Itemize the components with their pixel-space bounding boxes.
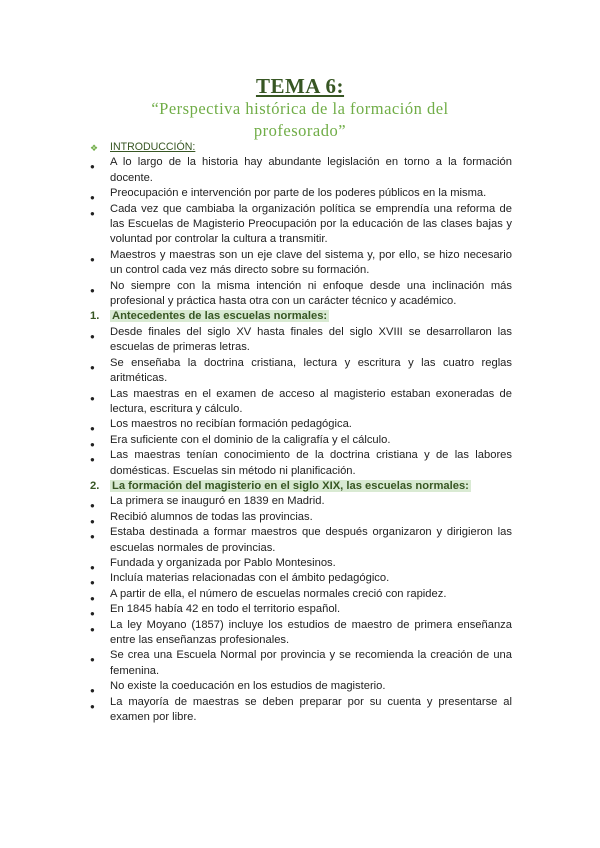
list-item [88, 202, 512, 248]
list-item [88, 387, 512, 418]
list-item [88, 325, 512, 356]
list-item-text: Los maestros no recibían formación pedagógica. [110, 418, 352, 431]
bullet-dot-icon: ● [90, 285, 95, 295]
section-2-title: La formación del magisterio en el siglo XIX, las escuelas normales: [112, 479, 469, 492]
list-item [88, 679, 512, 694]
list-item-text: Se enseñaba la doctrina cristiana, lectura y escritura y las cuatro reglas aritméticas. [110, 356, 512, 385]
bullet-dot-icon: ● [90, 655, 95, 665]
section-1-title: Antecedentes de las escuelas normales: [112, 310, 328, 323]
bullet-dot-icon: ● [90, 609, 95, 619]
list-item-text: Las maestras en el examen de acceso al magisterio estaban exoneradas de lectura, escritura y cálculo. [110, 387, 512, 415]
list-item-text: Se crea una Escuela Normal por provincia y se recomienda la creación de una femenina. [110, 649, 512, 677]
list-item [88, 356, 512, 387]
bullet-dot-icon: ● [90, 562, 95, 572]
list-item-text: Preocupación e intervención por parte de los poderes públicos en la misma. [110, 187, 487, 200]
list-item [88, 155, 512, 186]
list-item [88, 186, 512, 201]
list-item [88, 525, 512, 556]
list-item [88, 648, 512, 679]
list-item-text: No siempre con la misma intención ni enfoque desde una inclinación más profesional y práctica hasta otra con un carácter técnico y académico. [110, 279, 512, 308]
list-item [88, 448, 512, 479]
list-item [88, 602, 512, 617]
list-item [88, 433, 512, 448]
list-item-text: Desde finales del siglo XV hasta finales del siglo XVIII se desarrollaron las escuelas de primeras letras. [110, 325, 512, 354]
intro-heading [88, 140, 512, 155]
list-item-text: Estaba destinada a formar maestros que después organizaron y dirigieron las escuelas normales de provincias. [110, 526, 512, 554]
page-title: TEMA 6: [255, 74, 345, 98]
list-item-text: No existe la coeducación en los estudios de magisterio. [110, 680, 386, 693]
list-item-text: Las maestras tenían conocimiento de la doctrina cristiana y de las labores domésticas. Escuelas sin método ni planificación. [110, 449, 512, 477]
bullet-dot-icon: ● [90, 532, 95, 542]
bullet-dot-icon: ● [90, 254, 95, 264]
bullet-dot-icon: ● [90, 455, 95, 465]
section-1-heading [88, 309, 512, 324]
intro-list [88, 155, 512, 309]
list-item-text: La mayoría de maestras se deben preparar por su cuenta y presentarse al examen por libre. [110, 695, 512, 724]
bullet-dot-icon: ● [90, 501, 95, 511]
list-item [88, 587, 512, 602]
list-item [88, 279, 512, 310]
list-item [88, 248, 512, 279]
bullet-dot-icon: ● [90, 393, 95, 403]
list-item [88, 556, 512, 571]
page-subtitle: “Perspectiva histórica de la formación del profesorado” [151, 99, 449, 140]
list-item-text: Incluía materias relacionadas con el ámbito pedagógico. [110, 572, 390, 585]
bullet-dot-icon: ● [90, 701, 95, 711]
list-item [88, 494, 512, 509]
bullet-dot-icon: ● [90, 578, 95, 588]
section-1-number: 1. [90, 310, 100, 323]
section-2-number: 2. [90, 479, 100, 492]
document-body [88, 140, 512, 725]
bullet-dot-icon: ● [90, 624, 95, 634]
list-item-text: Fundada y organizada por Pablo Montesinos. [110, 556, 336, 569]
bullet-dot-icon: ● [90, 516, 95, 526]
bullet-dot-icon: ● [90, 439, 95, 449]
list-item [88, 510, 512, 525]
bullet-dot-icon: ● [90, 208, 95, 218]
list-item [88, 618, 512, 649]
list-item-text: La primera se inauguró en 1839 en Madrid. [110, 495, 325, 508]
bullet-dot-icon: ● [90, 424, 95, 434]
list-item-text: Maestros y maestras son un eje clave del sistema y, por ello, se hizo necesario un control cada vez más directo sobre su formación. [110, 248, 512, 277]
bullet-dot-icon: ● [90, 593, 95, 603]
section-2-list [88, 494, 512, 725]
list-item-text: Recibió alumnos de todas las provincias. [110, 510, 313, 523]
list-item-text: A partir de ella, el número de escuelas normales creció con rapidez. [110, 587, 447, 600]
list-item [88, 571, 512, 586]
bullet-dot-icon: ● [90, 362, 95, 372]
bullet-dot-icon: ● [90, 162, 95, 172]
list-item-text: Cada vez que cambiaba la organización política se emprendía una reforma de las Escuelas de Magisterio Preocupación por la educación de las clases bajas y voluntad por controlar la cultura a transmitir. [110, 202, 512, 246]
intro-label: INTRODUCCIÓN: [110, 141, 196, 153]
list-item [88, 417, 512, 432]
section-1-list [88, 325, 512, 479]
list-item-text: La ley Moyano (1857) incluye los estudios de maestro de primera enseñanza entre las enseñanzas profesionales. [110, 618, 512, 646]
bullet-dot-icon: ● [90, 686, 95, 696]
list-item-text: Era suficiente con el dominio de la caligrafía y el cálculo. [110, 433, 391, 446]
bullet-dot-icon: ● [90, 193, 95, 203]
list-item-text: En 1845 había 42 en todo el territorio español. [110, 603, 341, 616]
section-2-heading [88, 479, 512, 494]
list-item [88, 695, 512, 726]
diamond-bullet-icon: ❖ [90, 143, 99, 153]
list-item-text: A lo largo de la historia hay abundante legislación en torno a la formación docente. [110, 156, 512, 184]
bullet-dot-icon: ● [90, 331, 95, 341]
